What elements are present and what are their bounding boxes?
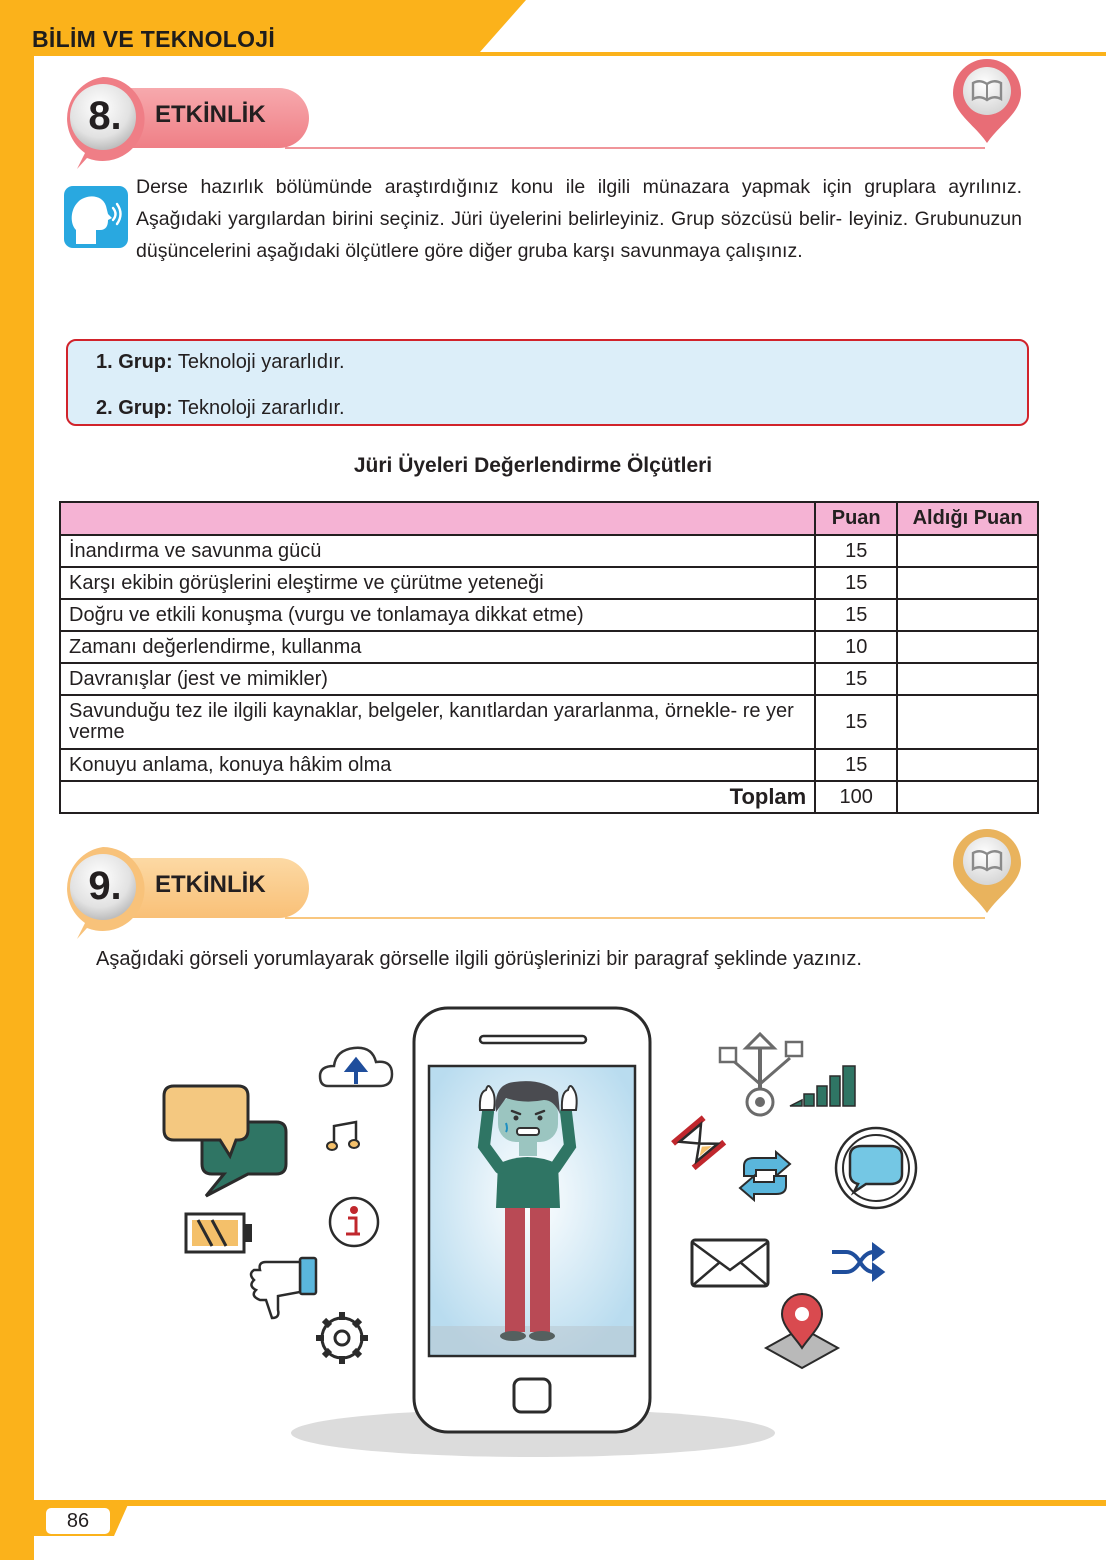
activity-8-label: ETKİNLİK <box>155 101 266 128</box>
cloud-upload-icon <box>320 1048 392 1086</box>
activity-8-number: 8. <box>88 94 122 138</box>
activity-8-paragraph <box>56 171 1022 267</box>
book-pin-icon <box>949 59 1025 145</box>
footer-line <box>0 1500 1106 1506</box>
music-note-icon <box>327 1122 359 1150</box>
group-2-statement: Teknoloji zararlıdır. <box>177 397 345 419</box>
table-row <box>60 535 1038 567</box>
activity-9-label: ETKİNLİK <box>155 871 266 898</box>
speech-bubbles-icon <box>164 1086 286 1196</box>
received-cell <box>897 535 1038 567</box>
map-pin-icon <box>766 1294 838 1368</box>
table-row <box>60 695 1038 749</box>
received-cell <box>897 567 1038 599</box>
chat-refresh-icon <box>836 1128 916 1208</box>
activity-9-rule <box>285 917 985 919</box>
points-cell: 15 <box>815 695 897 749</box>
envelope-icon <box>692 1240 768 1286</box>
criterion-cell: Karşı ekibin görüşlerini eleştirme ve çürütme yeteneği <box>60 567 815 599</box>
sync-icon <box>740 1152 790 1200</box>
battery-icon <box>186 1214 252 1252</box>
info-icon <box>330 1198 378 1246</box>
thumbs-down-icon <box>251 1258 316 1318</box>
table-row <box>60 599 1038 631</box>
table-row <box>60 663 1038 695</box>
hourglass-icon <box>671 1115 726 1170</box>
page-number: 86 <box>66 1510 90 1532</box>
usb-icon <box>720 1034 802 1115</box>
group-2-name: 2. Grup: <box>96 397 173 419</box>
group-1-line <box>96 351 345 374</box>
group-1-statement: Teknoloji yararlıdır. <box>177 351 345 373</box>
received-cell <box>897 695 1038 749</box>
received-cell <box>897 599 1038 631</box>
book-pin-icon <box>949 829 1025 915</box>
gear-icon <box>316 1312 368 1364</box>
activity-9-instruction: Aşağıdaki görseli yorumlayarak görselle ilgili görüşlerinizi bir paragraf şeklinde yazınız. <box>96 948 862 970</box>
table-row <box>60 631 1038 663</box>
activity-9-number: 9. <box>88 864 122 908</box>
total-received <box>897 781 1038 813</box>
table-row <box>60 749 1038 781</box>
left-margin-bar <box>0 0 34 1560</box>
criteria-table-title: Jüri Üyeleri Değerlendirme Ölçütleri <box>353 454 713 477</box>
points-cell: 15 <box>815 749 897 781</box>
smartphone-illustration <box>150 996 930 1466</box>
group-2-line <box>96 397 345 420</box>
total-points: 100 <box>815 781 897 813</box>
group-statements-box <box>66 339 1029 426</box>
points-cell: 15 <box>815 535 897 567</box>
criteria-table <box>59 501 1039 814</box>
points-cell: 10 <box>815 631 897 663</box>
received-cell <box>897 663 1038 695</box>
table-header-row <box>60 502 1038 535</box>
criterion-cell: Konuyu anlama, konuya hâkim olma <box>60 749 815 781</box>
header-received: Aldığı Puan <box>897 502 1038 535</box>
received-cell <box>897 749 1038 781</box>
points-cell: 15 <box>815 663 897 695</box>
table-total-row <box>60 781 1038 813</box>
signal-strength-icon <box>790 1066 855 1106</box>
points-cell: 15 <box>815 599 897 631</box>
criterion-cell: Savunduğu tez ile ilgili kaynaklar, belgeler, kanıtlardan yararlanma, örnekle- re yer verme <box>60 695 815 749</box>
total-label: Toplam <box>60 781 815 813</box>
shuffle-icon <box>832 1246 882 1278</box>
criterion-cell: Zamanı değerlendirme, kullanma <box>60 631 815 663</box>
activity-8-header <box>55 75 1005 170</box>
group-1-name: 1. Grup: <box>96 351 173 373</box>
table-row <box>60 567 1038 599</box>
activity-8-text: Derse hazırlık bölümünde araştırdığınız konu ile ilgili münazara yapmak için gruplara ayrılınız. Aşağıdaki yargılardan birini seçiniz. Jüri üyelerini belirleyiniz. Grup sözcüsü belir- leyiniz. Grubunuzun düşüncelerini aşağıdaki ölçütlere göre diğer gruba karşı savunmaya çalışınız. <box>136 176 1022 262</box>
header-points: Puan <box>815 502 897 535</box>
criterion-cell: İnandırma ve savunma gücü <box>60 535 815 567</box>
received-cell <box>897 631 1038 663</box>
subject-title: BİLİM VE TEKNOLOJİ <box>32 26 276 52</box>
points-cell: 15 <box>815 567 897 599</box>
activity-9-header <box>55 845 1005 940</box>
activity-8-rule <box>285 147 985 149</box>
criterion-cell: Doğru ve etkili konuşma (vurgu ve tonlamaya dikkat etme) <box>60 599 815 631</box>
header-criterion <box>60 502 815 535</box>
criterion-cell: Davranışlar (jest ve mimikler) <box>60 663 815 695</box>
